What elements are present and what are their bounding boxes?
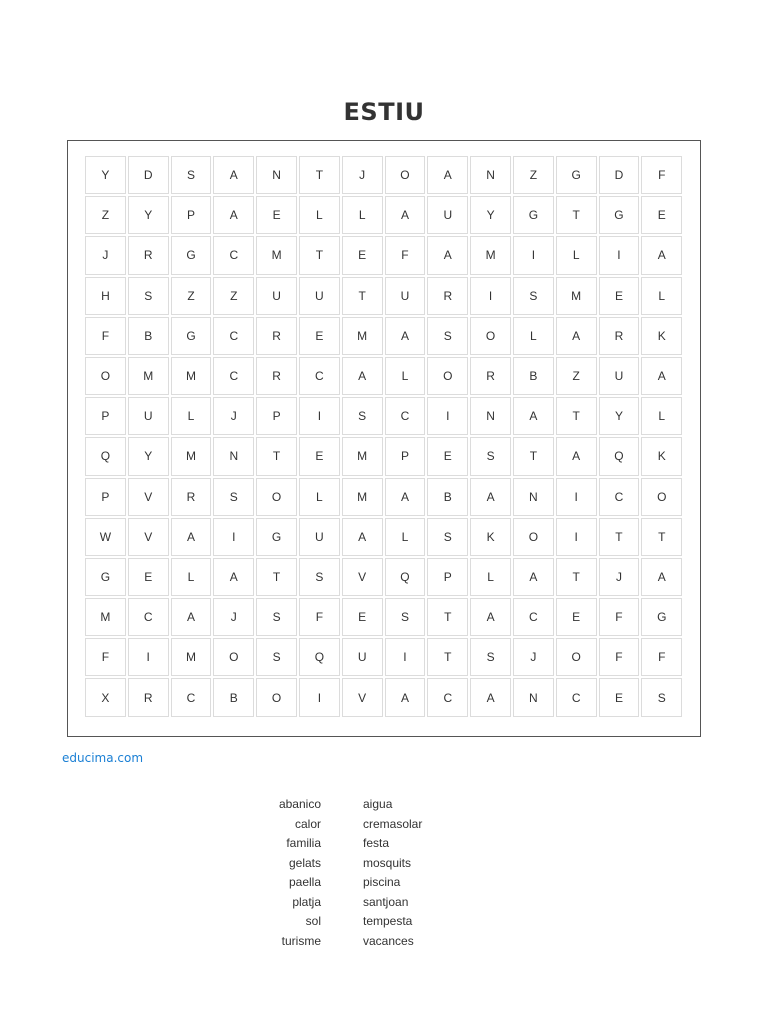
grid-cell: R (128, 678, 169, 716)
grid-cell: A (556, 437, 597, 475)
grid-cell: F (641, 156, 682, 194)
grid-cell: R (128, 236, 169, 274)
grid-cell: I (470, 277, 511, 315)
grid-cell: L (556, 236, 597, 274)
grid-cell: B (128, 317, 169, 355)
word-list-left (279, 795, 321, 951)
grid-cell: P (85, 397, 126, 435)
grid-cell: N (470, 156, 511, 194)
grid-cell: S (171, 156, 212, 194)
grid-cell: J (599, 558, 640, 596)
grid-cell: A (385, 478, 426, 516)
grid-cell: D (599, 156, 640, 194)
grid-cell: T (299, 236, 340, 274)
grid-cell: I (299, 397, 340, 435)
grid-cell: O (556, 638, 597, 676)
grid-cell: T (427, 598, 468, 636)
grid-cell: U (299, 277, 340, 315)
grid-cell: L (641, 277, 682, 315)
grid-cell: R (427, 277, 468, 315)
grid-cell: Q (85, 437, 126, 475)
grid-cell: G (513, 196, 554, 234)
grid-cell: E (641, 196, 682, 234)
grid-cell: Q (299, 638, 340, 676)
grid-cell: O (85, 357, 126, 395)
grid-cell: G (556, 156, 597, 194)
grid-cell: P (385, 437, 426, 475)
grid-cell: E (128, 558, 169, 596)
grid-cell: A (470, 478, 511, 516)
grid-cell: I (299, 678, 340, 716)
grid-cell: M (342, 317, 383, 355)
grid-cell: A (513, 558, 554, 596)
word-item: platja (292, 894, 321, 909)
grid-cell: T (556, 558, 597, 596)
grid-cell: G (599, 196, 640, 234)
grid-cell: O (513, 518, 554, 556)
grid-cell: Y (128, 196, 169, 234)
grid-cell: D (128, 156, 169, 194)
grid-cell: G (85, 558, 126, 596)
grid-cell: A (641, 357, 682, 395)
grid-cell: S (342, 397, 383, 435)
grid-cell: A (556, 317, 597, 355)
grid-cell: E (427, 437, 468, 475)
grid-cell: A (171, 598, 212, 636)
grid-cell: F (85, 638, 126, 676)
grid-cell: A (427, 156, 468, 194)
grid-cell: P (427, 558, 468, 596)
grid-cell: E (342, 598, 383, 636)
grid-cell: T (256, 558, 297, 596)
grid-cell: A (427, 236, 468, 274)
grid-cell: A (385, 317, 426, 355)
word-item: sol (305, 914, 321, 928)
grid-cell: C (213, 236, 254, 274)
grid-cell: A (641, 236, 682, 274)
grid-cell: U (427, 196, 468, 234)
grid-cell: F (299, 598, 340, 636)
grid-cell: F (85, 317, 126, 355)
grid-cell: L (299, 196, 340, 234)
grid-cell: I (128, 638, 169, 676)
grid-cell: C (556, 678, 597, 716)
grid-cell: T (427, 638, 468, 676)
grid-cell: O (470, 317, 511, 355)
grid-cell: L (385, 357, 426, 395)
grid-cell: I (385, 638, 426, 676)
grid-cell: V (128, 518, 169, 556)
grid-cell: L (299, 478, 340, 516)
grid-cell: E (599, 678, 640, 716)
grid-cell: A (213, 196, 254, 234)
grid-cell: Z (513, 156, 554, 194)
grid-cell: T (256, 437, 297, 475)
grid-cell: M (342, 478, 383, 516)
grid-cell: T (556, 196, 597, 234)
grid-cell: R (256, 317, 297, 355)
grid-cell: U (128, 397, 169, 435)
grid-cell: C (171, 678, 212, 716)
grid-cell: H (85, 277, 126, 315)
grid-cell: M (171, 638, 212, 676)
grid-cell: E (342, 236, 383, 274)
grid-cell: A (342, 357, 383, 395)
grid-cell: I (213, 518, 254, 556)
grid-cell: J (213, 598, 254, 636)
letter-grid (84, 155, 683, 718)
grid-cell: K (641, 317, 682, 355)
grid-cell: T (556, 397, 597, 435)
grid-cell: T (342, 277, 383, 315)
grid-cell: F (599, 638, 640, 676)
grid-cell: T (299, 156, 340, 194)
grid-cell: M (171, 357, 212, 395)
grid-cell: E (256, 196, 297, 234)
word-item: turisme (281, 933, 321, 948)
grid-cell: P (256, 397, 297, 435)
grid-cell: C (213, 317, 254, 355)
grid-cell: L (385, 518, 426, 556)
grid-cell: A (171, 518, 212, 556)
grid-cell: M (256, 236, 297, 274)
word-item: cremasolar (363, 816, 423, 831)
grid-cell: Z (556, 357, 597, 395)
grid-cell: Z (171, 277, 212, 315)
word-item: mosquits (363, 855, 412, 870)
grid-cell: W (85, 518, 126, 556)
grid-cell: C (128, 598, 169, 636)
grid-cell: A (342, 518, 383, 556)
grid-cell: S (470, 437, 511, 475)
grid-cell: S (256, 638, 297, 676)
grid-cell: L (641, 397, 682, 435)
source-link[interactable]: educima.com (62, 751, 144, 765)
grid-cell: M (470, 236, 511, 274)
grid-cell: S (299, 558, 340, 596)
grid-cell: C (599, 478, 640, 516)
grid-cell: I (427, 397, 468, 435)
word-item: piscina (363, 875, 401, 889)
grid-cell: L (513, 317, 554, 355)
grid-cell: I (599, 236, 640, 274)
grid-cell: J (342, 156, 383, 194)
grid-cell: J (213, 397, 254, 435)
grid-cell: Z (213, 277, 254, 315)
grid-cell: G (171, 317, 212, 355)
grid-cell: U (599, 357, 640, 395)
grid-cell: A (470, 598, 511, 636)
grid-cell: S (427, 317, 468, 355)
grid-cell: M (556, 277, 597, 315)
grid-cell: M (128, 357, 169, 395)
grid-cell: T (641, 518, 682, 556)
grid-cell: O (256, 678, 297, 716)
grid-cell: X (85, 678, 126, 716)
grid-cell: E (299, 437, 340, 475)
grid-cell: N (513, 478, 554, 516)
word-item: paella (288, 875, 321, 889)
grid-cell: M (171, 437, 212, 475)
grid-cell: M (85, 598, 126, 636)
grid-cell: A (470, 678, 511, 716)
grid-cell: O (427, 357, 468, 395)
grid-cell: I (556, 518, 597, 556)
grid-cell: G (256, 518, 297, 556)
grid-cell: R (171, 478, 212, 516)
grid-cell: N (470, 397, 511, 435)
grid-cell: V (128, 478, 169, 516)
grid-cell: S (256, 598, 297, 636)
grid-cell: N (256, 156, 297, 194)
grid-cell: I (513, 236, 554, 274)
grid-cell: G (171, 236, 212, 274)
grid-cell: F (641, 638, 682, 676)
grid-cell: L (171, 397, 212, 435)
grid-cell: A (385, 196, 426, 234)
grid-cell: S (641, 678, 682, 716)
grid-cell: Y (85, 156, 126, 194)
word-item: vacances (363, 933, 414, 948)
grid-cell: A (213, 156, 254, 194)
word-item: gelats (288, 855, 321, 870)
grid-cell: N (513, 678, 554, 716)
grid-cell: E (556, 598, 597, 636)
grid-cell: Q (599, 437, 640, 475)
grid-cell: I (556, 478, 597, 516)
grid-cell: V (342, 558, 383, 596)
grid-cell: G (641, 598, 682, 636)
grid-cell: F (599, 598, 640, 636)
grid-cell: B (213, 678, 254, 716)
grid-cell: E (299, 317, 340, 355)
grid-cell: Z (85, 196, 126, 234)
grid-cell: U (342, 638, 383, 676)
grid-cell: R (599, 317, 640, 355)
grid-cell: Y (470, 196, 511, 234)
grid-cell: S (128, 277, 169, 315)
grid-cell: O (385, 156, 426, 194)
word-item: familia (286, 836, 321, 850)
grid-cell: B (513, 357, 554, 395)
grid-cell: A (385, 678, 426, 716)
grid-cell: R (256, 357, 297, 395)
grid-cell: O (213, 638, 254, 676)
word-item: festa (363, 836, 390, 850)
word-list-right (363, 795, 422, 951)
grid-cell: C (513, 598, 554, 636)
grid-cell: P (85, 478, 126, 516)
grid-cell: L (470, 558, 511, 596)
grid-cell: S (470, 638, 511, 676)
word-item: aigua (363, 797, 393, 811)
grid-cell: S (385, 598, 426, 636)
grid-cell: R (470, 357, 511, 395)
grid-cell: A (641, 558, 682, 596)
grid-cell: S (427, 518, 468, 556)
grid-cell: J (85, 236, 126, 274)
grid-cell: F (385, 236, 426, 274)
grid-cell: K (641, 437, 682, 475)
grid-cell: T (599, 518, 640, 556)
grid-cell: A (213, 558, 254, 596)
grid-cell: P (171, 196, 212, 234)
word-item: abanico (278, 797, 321, 811)
grid-cell: C (385, 397, 426, 435)
grid-cell: K (470, 518, 511, 556)
word-item: calor (294, 816, 321, 831)
grid-cell: L (171, 558, 212, 596)
grid-cell: J (513, 638, 554, 676)
grid-cell: E (599, 277, 640, 315)
grid-cell: V (342, 678, 383, 716)
grid-cell: N (213, 437, 254, 475)
grid-cell: T (513, 437, 554, 475)
grid-cell: Q (385, 558, 426, 596)
grid-cell: U (256, 277, 297, 315)
grid-cell: Y (599, 397, 640, 435)
grid-cell: U (385, 277, 426, 315)
grid-cell: A (513, 397, 554, 435)
grid-cell: S (213, 478, 254, 516)
grid-cell: C (427, 678, 468, 716)
grid-cell: L (342, 196, 383, 234)
page-title: ESTIU (343, 98, 425, 126)
grid-cell: S (513, 277, 554, 315)
grid-cell: Y (128, 437, 169, 475)
grid-cell: O (641, 478, 682, 516)
grid-cell: O (256, 478, 297, 516)
word-item: tempesta (363, 914, 413, 928)
grid-cell: C (213, 357, 254, 395)
word-item: santjoan (363, 894, 409, 909)
grid-cell: U (299, 518, 340, 556)
grid-cell: B (427, 478, 468, 516)
grid-cell: C (299, 357, 340, 395)
grid-cell: M (342, 437, 383, 475)
